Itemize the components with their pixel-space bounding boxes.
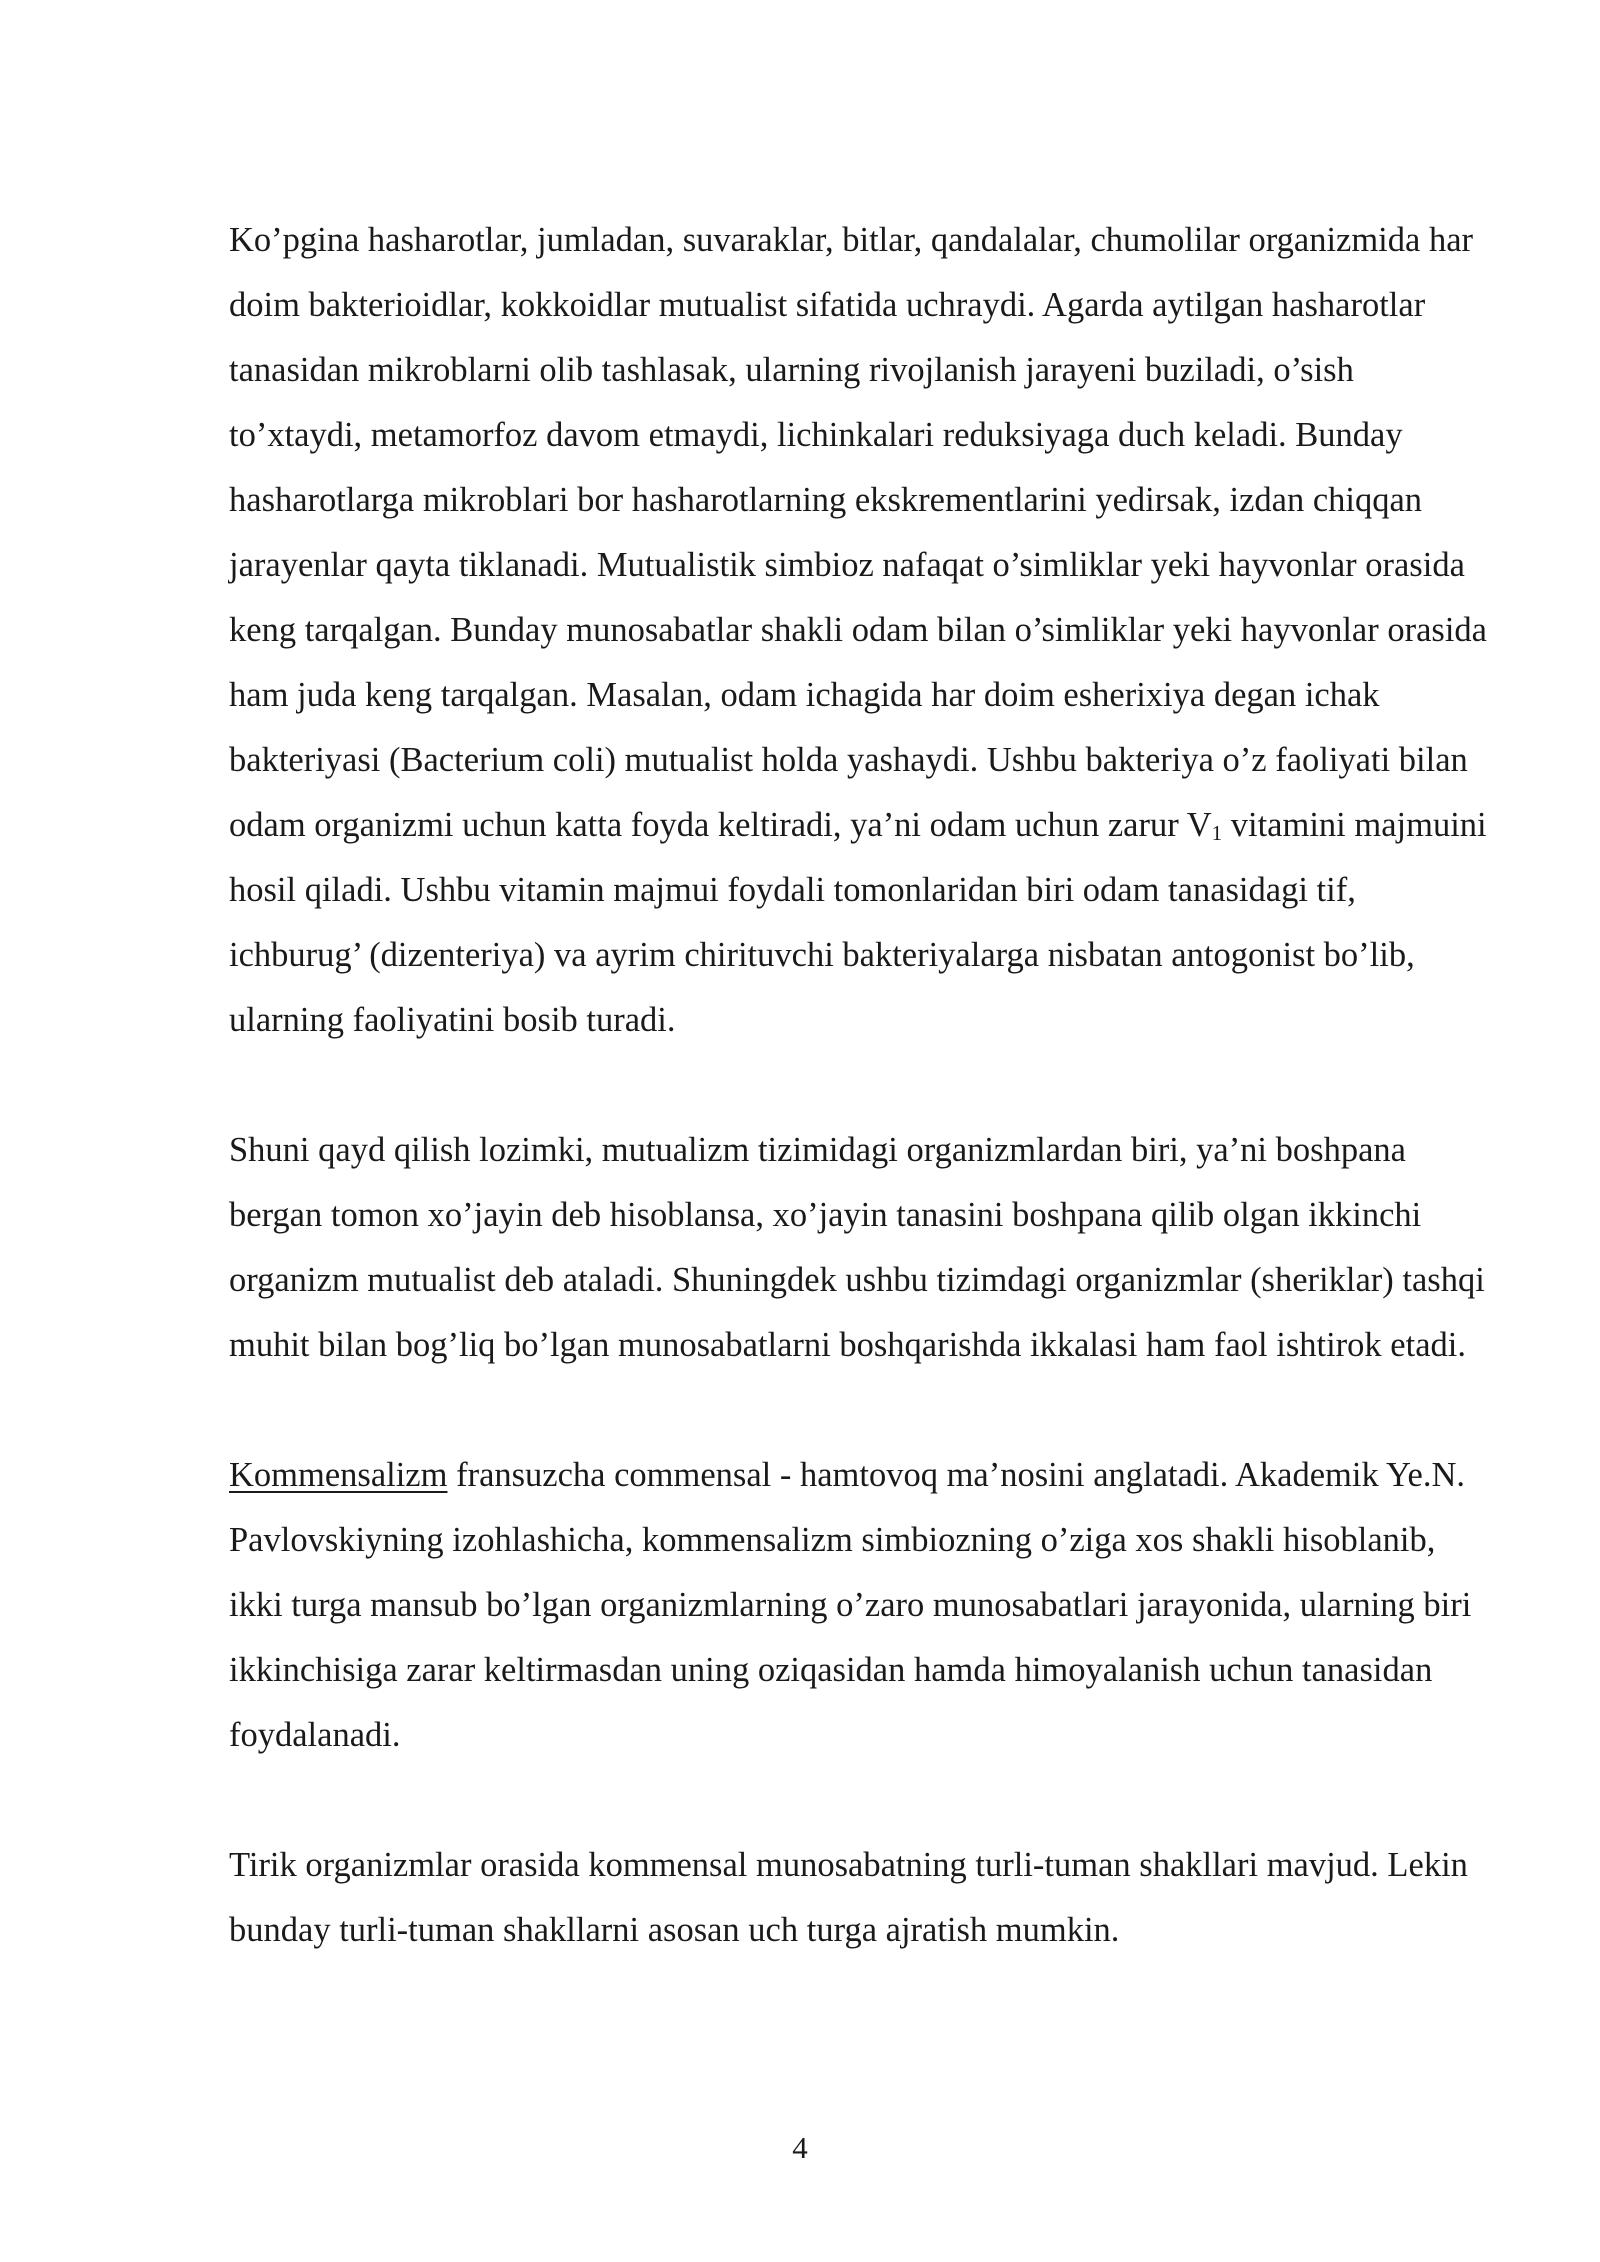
- paragraph-mutualism-host: Shuni qayd qilish lozimki, mutualizm tizimidagi organizmlardan biri, ya’ni boshpana bergan tomon xo’jayin deb hisoblansa, xo’jayin tanasini boshpana qilib olgan ikkinchi organizm mutualist deb ataladi. Shuningdek ushbu tizimdagi organizmlar (sheriklar) tashqi muhit bilan bog’liq bo’lgan munosabatlarni boshqarishda ikkalasi ham faol ishtirok etadi.: [229, 1131, 1485, 1364]
- paragraph-commensalism-forms: Tirik organizmlar orasida kommensal munosabatning turli-tuman shakllari mavjud. Lekin bunday turli-tuman shakllarni asosan uch turga ajratish mumkin.: [229, 1846, 1468, 1949]
- paragraph-text: Ko’pgina hasharotlar, jumladan, suvaraklar, bitlar, qandalalar, chumolilar organizmida har doim bakterioidlar, kokkoidlar mutualist sifatida uchraydi. Agarda aytilgan hasharotlar tanasidan mikroblarni olib tashlasak, ularning rivojlanish jarayeni buziladi, o’sish to’xtaydi, metamorfoz davom etmaydi, lichinkalari reduksiyaga duch keladi. Bunday hasharotlarga mikroblari bor hasharotlarning ekskrementlarini yedirsak, izdan chiqqan jarayenlar qayta tiklanadi. Mutualistik simbioz nafaqat o’simliklar yeki hayvonlar orasida keng tarqalgan. Bunday munosabatlar shakli odam bilan o’simliklar yeki hayvonlar orasida ham juda keng tarqalgan. Masalan, odam ichagida har doim esherixiya degan ichak bakteriyasi (Bacterium coli) mutualist holda yashaydi. Ushbu bakteriya o’z faoliyati bilan odam organizmi uchun katta foyda keltiradi, ya’ni odam uchun zarur V: [229, 221, 1487, 844]
- paragraph-text: fransuzcha commensal - hamtovoq ma’nosini anglatadi. Akademik Ye.N. Pavlovskiyning izohlashicha, kommensalizm simbiozning o’ziga xos shakli hisoblanib, ikki turga mansub bo’lgan organizmlarning o’zaro munosabatlari jarayonida, ularning biri ikkinchisiga zarar keltirmasdan uning oziqasidan hamda himoyalanish uchun tanasidan foydalanadi.: [229, 1456, 1472, 1754]
- paragraph-text-continued: vitamini majmuini hosil qiladi. Ushbu vitamin majmui foydali tomonlaridan biri odam tanasidagi tif, ichburug’ (dizenteriya) va ayrim chirituvchi bakteriyalarga nisbatan antogonist bo’lib, ularning faoliyatini bosib turadi.: [229, 806, 1487, 1039]
- page-number: 4: [792, 2130, 808, 2165]
- document-body: [229, 208, 1489, 1963]
- paragraph-commensalism-definition: [229, 1443, 1489, 1768]
- vitamin-subscript: 1: [1211, 821, 1223, 845]
- term-kommensalizm: Kommensalizm: [229, 1456, 448, 1494]
- paragraph-mutualism-insects: [229, 208, 1489, 1053]
